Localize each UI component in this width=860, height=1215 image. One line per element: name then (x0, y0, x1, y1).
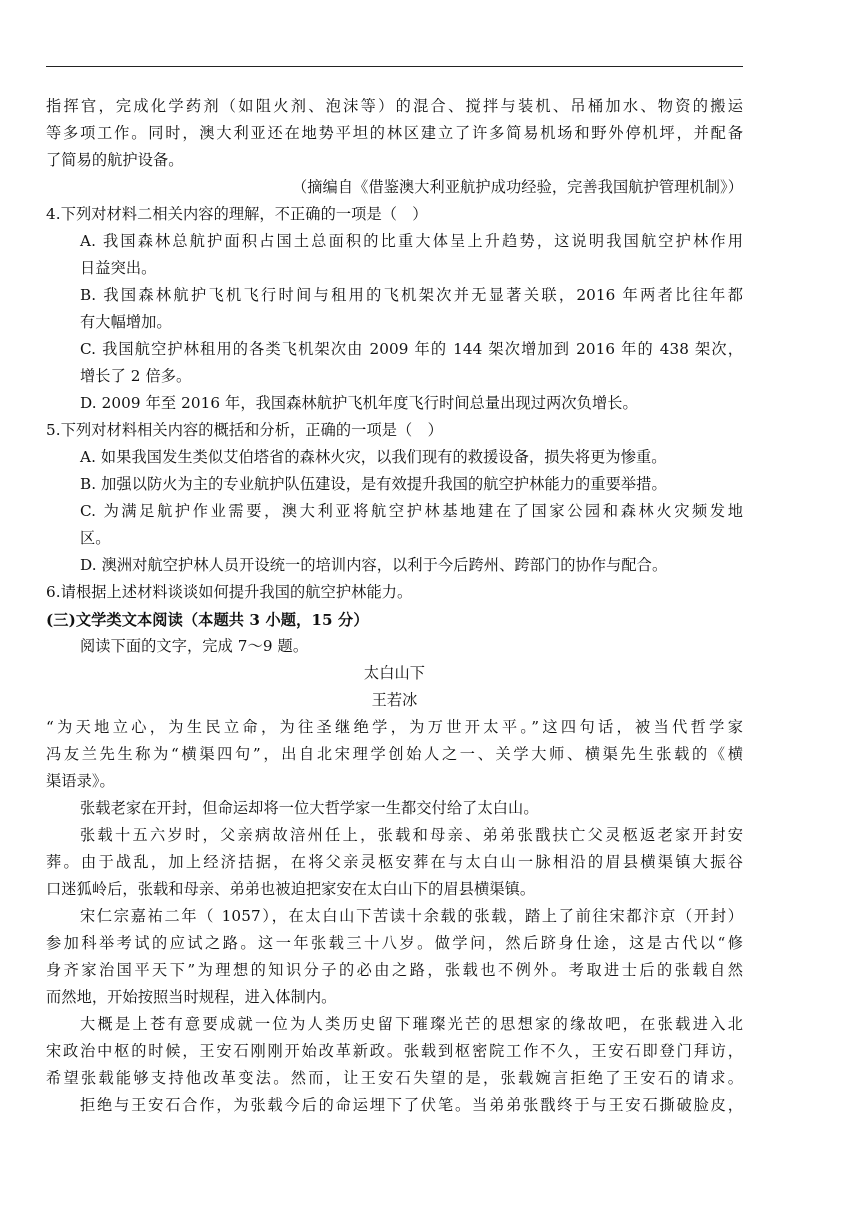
text-line: 了简易的航护设备。 (46, 151, 184, 169)
paragraph-line: 身齐家治国平天下”为理想的知识分子的必由之路，张载也不例外。考取进士后的张载自然 (46, 961, 743, 979)
option-4c-cont: 增长了 2 倍多。 (80, 367, 192, 385)
option-5c: C. 为满足航护作业需要，澳大利亚将航空护林基地建在了国家公园和森林火灾频发地 (80, 502, 743, 520)
section-heading: (三)文学类文本阅读（本题共 3 小题，15 分） (46, 611, 369, 629)
text-line: 等多项工作。同时，澳大利亚还在地势平坦的林区建立了许多简易机场和野外停机坪，并配备 (46, 124, 743, 142)
paragraph-line: 拒绝与王安石合作，为张载今后的命运埋下了伏笔。当弟弟张戬终于与王安石撕破脸皮， (80, 1096, 743, 1114)
paragraph-line: 宋政治中枢的时候，王安石刚刚开始改革新政。张载到枢密院工作不久，王安石即登门拜访， (46, 1042, 743, 1060)
option-5c-cont: 区。 (80, 529, 111, 547)
instructions: 阅读下面的文字，完成 7～9 题。 (80, 637, 309, 655)
paragraph-line: 葬。由于战乱，加上经济拮据，在将父亲灵柩安葬在与太白山一脉相沿的眉县横渠镇大振谷 (46, 853, 743, 871)
paragraph-line: “为天地立心，为生民立命，为往圣继绝学，为万世开太平。”这四句话，被当代哲学家 (46, 718, 743, 736)
paragraph-line: 参加科举考试的应试之路。这一年张载三十八岁。做学问，然后跻身仕途，这是古代以“修 (46, 934, 743, 952)
paragraph-line: 宋仁宗嘉祐二年（ 1057），在太白山下苦读十余载的张载，踏上了前往宋都汴京（开封） (80, 907, 743, 925)
paragraph-line: 而然地，开始按照当时规程，进入体制内。 (46, 988, 337, 1006)
question-5: 5.下列对材料相关内容的概括和分析，正确的一项是（ ） (46, 421, 443, 439)
article-title: 太白山下 (363, 664, 426, 682)
paragraph-line: 冯友兰先生称为“横渠四句”，出自北宋理学创始人之一、关学大师、横渠先生张载的《横 (46, 745, 743, 763)
text-line: 指挥官，完成化学药剂（如阻火剂、泡沫等）的混合、搅拌与装机、吊桶加水、物资的搬运 (46, 97, 743, 115)
option-5a: A. 如果我国发生类似艾伯塔省的森林火灾，以我们现有的救援设备，损失将更为惨重。 (80, 448, 667, 466)
option-4a-cont: 日益突出。 (80, 259, 157, 277)
option-5b: B. 加强以防火为主的专业航护队伍建设，是有效提升我国的航空护林能力的重要举措。 (80, 475, 667, 493)
option-4d: D. 2009 年至 2016 年，我国森林航护飞机年度飞行时间总量出现过两次负增长。 (80, 394, 638, 412)
article-author: 王若冰 (371, 691, 418, 709)
paragraph-line: 张载老家在开封，但命运却将一位大哲学家一生都交付给了太白山。 (80, 799, 539, 817)
source-citation: （摘编自《借鉴澳大利亚航护成功经验，完善我国航护管理机制》） (291, 178, 743, 196)
option-4c: C. 我国航空护林租用的各类飞机架次由 2009 年的 144 架次增加到 2016 年的 438 架次， (80, 340, 743, 358)
question-6: 6.请根据上述材料谈谈如何提升我国的航空护林能力。 (46, 583, 413, 601)
paragraph-line: 希望张载能够支持他改革变法。然而，让王安石失望的是，张载婉言拒绝了王安石的请求。 (46, 1069, 743, 1087)
option-4b-cont: 有大幅增加。 (80, 313, 172, 331)
paragraph-line: 大概是上苍有意要成就一位为人类历史留下璀璨光芒的思想家的缘故吧，在张载进入北 (80, 1015, 743, 1033)
paragraph-line: 张载十五六岁时，父亲病故涪州任上，张载和母亲、弟弟张戬扶亡父灵柩返老家开封安 (80, 826, 743, 844)
question-4: 4.下列对材料二相关内容的理解，不正确的一项是（ ） (46, 205, 428, 223)
option-4a: A. 我国森林总航护面积占国土总面积的比重大体呈上升趋势，这说明我国航空护林作用 (80, 232, 743, 250)
header-rule (46, 66, 743, 67)
option-4b: B. 我国森林航护飞机飞行时间与租用的飞机架次并无显著关联，2016 年两者比往年都 (80, 286, 743, 304)
option-5d: D. 澳洲对航空护林人员开设统一的培训内容，以利于今后跨州、跨部门的协作与配合。 (80, 556, 668, 574)
paragraph-line: 口迷狐岭后，张载和母亲、弟弟也被迫把家安在太白山下的眉县横渠镇。 (46, 880, 536, 898)
paragraph-line: 渠语录》。 (46, 772, 115, 790)
